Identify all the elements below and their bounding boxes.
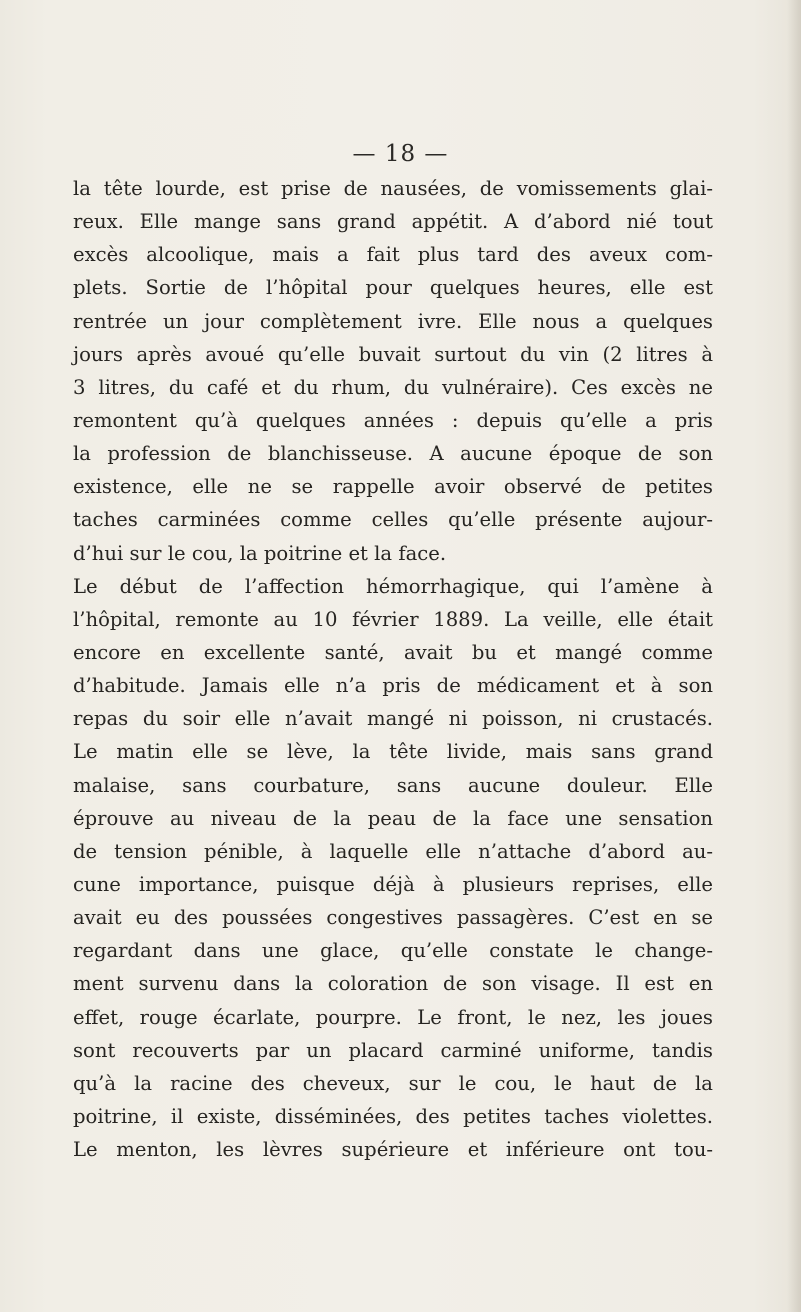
text-line: Le matin elle se lève, la tête livide, mais sans grand [73, 740, 713, 764]
text-line: rentrée un jour complètement ivre. Elle nous a quelques [73, 309, 713, 333]
text-line: repas du soir elle n’avait mangé ni poisson, ni crustacés. [73, 707, 713, 731]
text-line: avait eu des poussées congestives passagères. C’est en se [73, 906, 713, 930]
text-line: de tension pénible, à laquelle elle n’attache d’abord au- [73, 839, 713, 863]
text-line: l’hôpital, remonte au 10 février 1889. La veille, elle était [73, 607, 713, 631]
text-line: regardant dans une glace, qu’elle constate le change- [73, 939, 713, 963]
text-line: malaise, sans courbature, sans aucune douleur. Elle [73, 773, 713, 797]
text-line: reux. Elle mange sans grand appétit. A d’abord nié tout [73, 210, 713, 234]
text-line: plets. Sortie de l’hôpital pour quelques heures, elle est [73, 276, 713, 300]
text-line: taches carminées comme celles qu’elle présente aujour- [73, 508, 713, 532]
text-line: d’habitude. Jamais elle n’a pris de médicament et à son [73, 674, 713, 698]
text-line: effet, rouge écarlate, pourpre. Le front, le nez, les joues [73, 1005, 713, 1029]
text-line: la profession de blanchisseuse. A aucune époque de son [73, 442, 713, 466]
text-line: remontent qu’à quelques années : depuis qu’elle a pris [73, 408, 713, 432]
text-line: d’hui sur le cou, la poitrine et la face. [73, 541, 447, 565]
text-line: qu’à la racine des cheveux, sur le cou, le haut de la [73, 1071, 713, 1095]
text-line: cune importance, puisque déjà à plusieurs reprises, elle [73, 872, 713, 896]
text-line: excès alcoolique, mais a fait plus tard des aveux com- [73, 243, 713, 267]
text-line: éprouve au niveau de la peau de la face une sensation [73, 806, 713, 830]
text-line: 3 litres, du café et du rhum, du vulnéraire). Ces excès ne [73, 375, 713, 399]
text-line: encore en excellente santé, avait bu et mangé comme [73, 640, 713, 664]
page-edge-shadow [787, 0, 801, 1312]
text-line: Le début de l’affection hémorrhagique, qui l’amène à [73, 574, 713, 598]
text-line: jours après avoué qu’elle buvait surtout du vin (2 litres à [73, 342, 713, 366]
text-line: poitrine, il existe, disséminées, des petites taches violettes. [73, 1104, 713, 1128]
text-line: ment survenu dans la coloration de son visage. Il est en [73, 972, 713, 996]
text-line: Le menton, les lèvres supérieure et inférieure ont tou- [73, 1138, 713, 1162]
body-text [73, 172, 713, 1166]
text-line: la tête lourde, est prise de nausées, de vomissements glai- [73, 177, 713, 200]
text-line: existence, elle ne se rappelle avoir observé de petites [73, 475, 713, 499]
text-line: sont recouverts par un placard carminé uniforme, tandis [73, 1038, 713, 1062]
page-number: — 18 — [352, 141, 449, 167]
